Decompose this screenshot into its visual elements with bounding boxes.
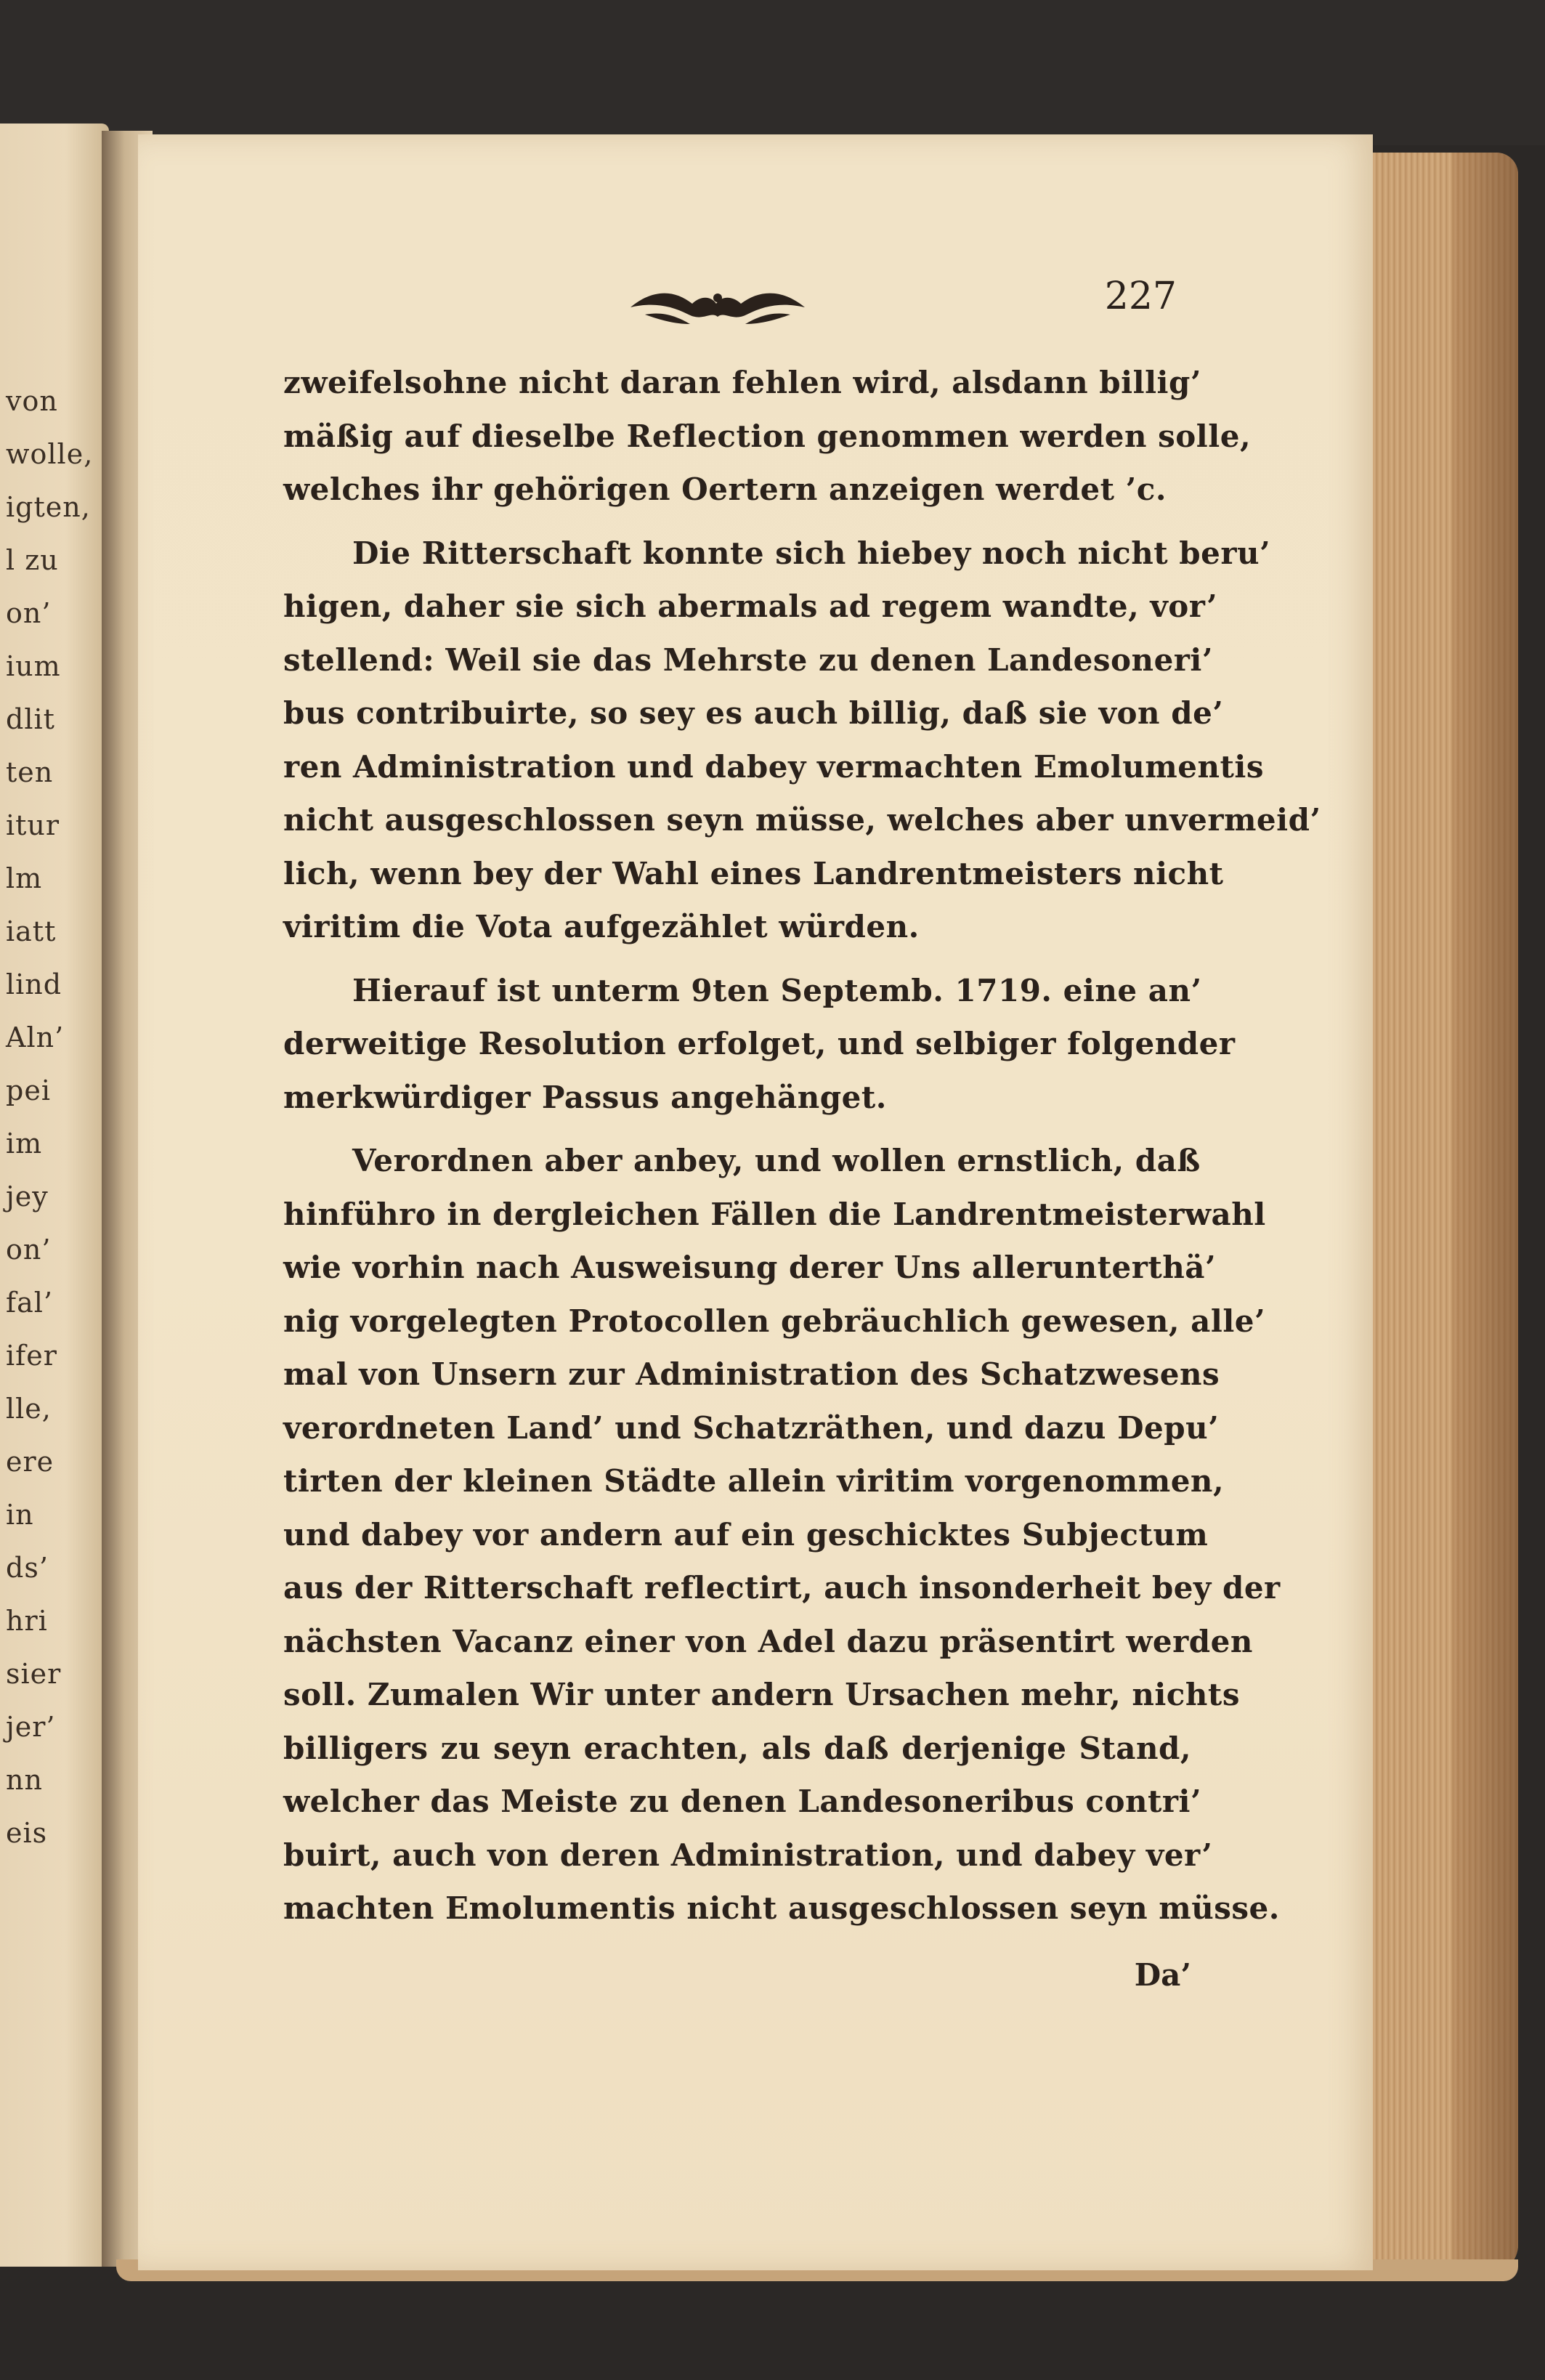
previous-page-text-fragment: lm [6, 862, 43, 894]
text-line: Die Ritterschaft konnte sich hiebey noch nicht beru’ [352, 535, 1271, 571]
text-line: nicht ausgeschlossen seyn müsse, welches aber unvermeid’ [283, 802, 1321, 838]
previous-page-text-fragment: l zu [6, 544, 59, 576]
text-line: nächsten Vacanz einer von Adel dazu präsentirt werden [283, 1623, 1253, 1659]
text-line: nig vorgelegten Protocollen gebräuchlich gewesen, alle’ [283, 1303, 1266, 1339]
previous-page-text-fragment: fal’ [6, 1287, 53, 1319]
previous-page-text-fragment: sier [6, 1658, 62, 1690]
previous-page-text-fragment: wolle, [6, 438, 94, 470]
text-line: welcher das Meiste zu denen Landesoneribus contri’ [283, 1784, 1202, 1819]
previous-page-text-fragment: ifer [6, 1340, 57, 1372]
printer-ornament-icon [623, 282, 812, 333]
paragraph-gap [283, 517, 1191, 527]
text-line: verordneten Land’ und Schatzräthen, und dazu Depu’ [283, 1409, 1220, 1446]
paragraph-gap [283, 954, 1191, 964]
previous-page-text-fragment: hri [6, 1605, 48, 1637]
previous-page-text-fragment: itur [6, 809, 60, 841]
previous-page-text-fragment: ten [6, 756, 54, 788]
previous-page-text-fragment: on’ [6, 1234, 52, 1266]
body-text [283, 356, 1321, 1935]
text-line: bus contribuirte, so sey es auch billig, daß sie von de’ [283, 695, 1224, 731]
previous-page-text-fragment: eis [6, 1817, 48, 1849]
previous-page-text-fragment: in [6, 1499, 34, 1531]
catchword: Da’ [1134, 1957, 1191, 1993]
text-line: wie vorhin nach Ausweisung derer Uns allerunterthä’ [283, 1250, 1217, 1285]
text-line: und dabey vor andern auf ein geschicktes Subjectum [283, 1516, 1209, 1553]
text-line: Hierauf ist unterm 9ten Septemb. 1719. eine an’ [352, 972, 1202, 1008]
previous-page-text-fragment: ium [6, 650, 61, 682]
previous-page-text-fragment: von [6, 385, 58, 417]
text-line: merkwürdiger Passus angehänget. [283, 1079, 887, 1115]
text-line: machten Emolumentis nicht ausgeschlossen seyn müsse. [283, 1890, 1280, 1926]
text-line: mal von Unsern zur Administration des Schatzwesens [283, 1356, 1220, 1392]
background [0, 0, 1545, 145]
previous-page-text-fragment: ds’ [6, 1552, 49, 1584]
page-number: 227 [1104, 275, 1177, 318]
text-line: stellend: Weil sie das Mehrste zu denen Landesoneri’ [283, 641, 1213, 678]
text-line: ren Administration und dabey vermachten Emolumentis [283, 748, 1264, 785]
text-line: aus der Ritterschaft reflectirt, auch insonderheit bey der [283, 1570, 1281, 1606]
previous-page-text-fragment: nn [6, 1764, 43, 1796]
text-line: Verordnen aber anbey, und wollen ernstlich, daß [352, 1143, 1201, 1178]
previous-page-text-fragment: ere [6, 1446, 54, 1478]
previous-page-text-fragment: iatt [6, 915, 57, 947]
previous-page-text-fragment: lind [6, 968, 62, 1000]
text-line: welches ihr gehörigen Oertern anzeigen werdet ’c. [283, 471, 1167, 507]
previous-page-text-fragment: pei [6, 1074, 51, 1106]
text-line: buirt, auch von deren Administration, und dabey ver’ [283, 1837, 1213, 1873]
text-line: tirten der kleinen Städte allein viritim vorgenommen, [283, 1463, 1225, 1499]
previous-page-text-fragment: jey [6, 1181, 49, 1213]
previous-page-text-fragment: Aln’ [6, 1021, 65, 1053]
page-block-edges [1366, 153, 1518, 2274]
previous-page-edge [0, 124, 109, 2267]
text-line: higen, daher sie sich abermals ad regem wandte, vor’ [283, 588, 1218, 624]
text-line: hinführo in dergleichen Fällen die Landrentmeisterwahl [283, 1196, 1266, 1232]
previous-page-text-fragment: dlit [6, 703, 55, 735]
previous-page-text-fragment: lle, [6, 1393, 52, 1425]
text-line: zweifelsohne nicht daran fehlen wird, alsdann billig’ [283, 365, 1201, 400]
previous-page-text-fragment: jer’ [6, 1711, 56, 1743]
previous-page-text-fragment: on’ [6, 597, 52, 629]
text-line: soll. Zumalen Wir unter andern Ursachen mehr, nichts [283, 1677, 1240, 1712]
paragraph-gap [283, 1124, 1191, 1134]
text-line: viritim die Vota aufgezählet würden. [283, 909, 920, 944]
text-line: lich, wenn bey der Wahl eines Landrentmeisters nicht [283, 855, 1224, 891]
text-line: billigers zu seyn erachten, als daß derjenige Stand, [283, 1730, 1191, 1766]
text-line: derweitige Resolution erfolget, und selbiger folgender [283, 1026, 1236, 1061]
previous-page-text-fragment: im [6, 1128, 43, 1159]
previous-page-text-fragment: igten, [6, 491, 91, 523]
text-line: mäßig auf dieselbe Reflection genommen werden solle, [283, 418, 1252, 454]
